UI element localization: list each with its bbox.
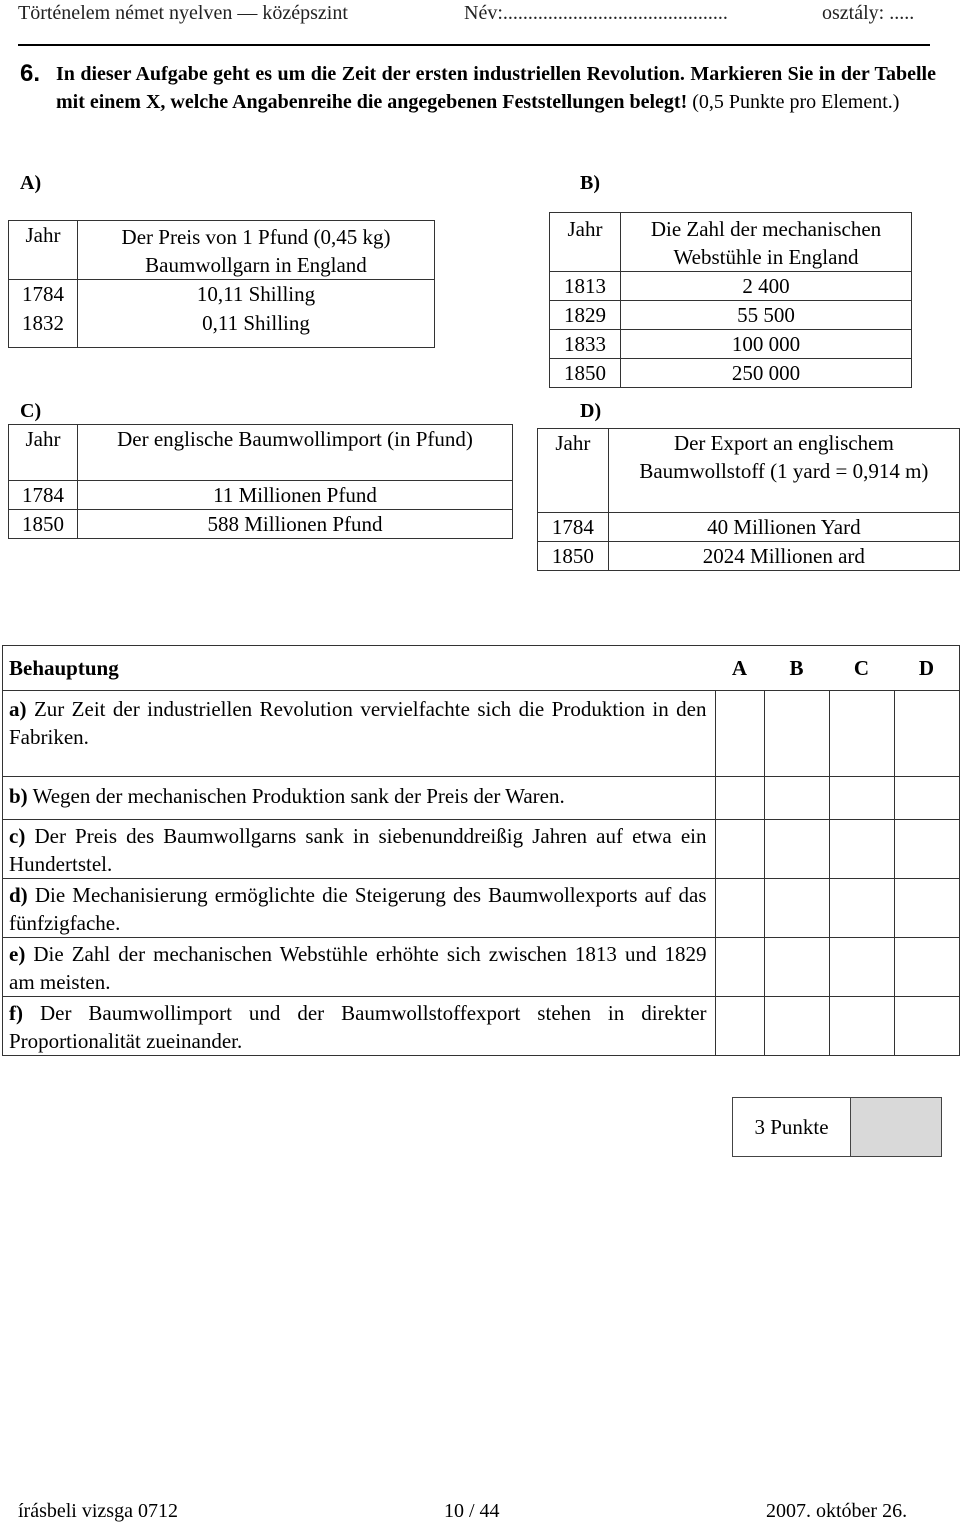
table-c-header-value: Der englische Baumwollimport (in Pfund) — [78, 425, 513, 481]
table-a-header-value: Der Preis von 1 Pfund (0,45 kg) Baumwollgarn in England — [78, 221, 435, 280]
task-bold-text: In dieser Aufgabe geht es um die Zeit der ersten industriellen Revolution. Markieren Sie in der Tabelle mit einem X, welche Angabenreihe die angegebenen Feststellungen belegt! — [56, 63, 936, 113]
statement-row — [3, 691, 960, 777]
footer-page-number: 10 / 44 — [444, 1500, 500, 1522]
answer-cell-c[interactable] — [829, 820, 894, 879]
header-name-field: Név:............................................. — [464, 2, 728, 24]
table-b-label: B) — [580, 172, 600, 194]
task-number: 6. — [20, 60, 41, 87]
table-b-header-value: Die Zahl der mechanischen Webstühle in England — [621, 213, 912, 272]
statement-row — [3, 938, 960, 997]
answer-cell-b[interactable] — [764, 879, 829, 938]
answer-cell-a[interactable] — [715, 777, 764, 820]
answer-cell-d[interactable] — [894, 879, 960, 938]
statement-header-d: D — [894, 646, 960, 691]
answer-cell-d[interactable] — [894, 691, 960, 777]
table-d-row-year: 1784 — [538, 513, 609, 542]
table-b-row-value: 2 400 — [621, 272, 912, 301]
header-rule — [18, 44, 930, 46]
statement-table — [2, 645, 960, 1056]
answer-cell-b[interactable] — [764, 997, 829, 1056]
statement-text: a) Zur Zeit der industriellen Revolution vervielfachte sich die Produktion in den Fabriken. — [3, 691, 716, 777]
table-b-row-year: 1813 — [550, 272, 621, 301]
statement-text: d) Die Mechanisierung ermöglichte die Steigerung des Baumwollexports auf das fünfzigfache. — [3, 879, 716, 938]
table-c — [8, 424, 513, 539]
statement-text: c) Der Preis des Baumwollgarns sank in siebenunddreißig Jahren auf etwa ein Hundertstel. — [3, 820, 716, 879]
table-d-row-value: 2024 Millionen ard — [608, 542, 959, 571]
footer-exam: írásbeli vizsga 0712 — [18, 1500, 178, 1522]
statement-row — [3, 879, 960, 938]
table-b-header-year: Jahr — [550, 213, 621, 272]
statement-header-c: C — [829, 646, 894, 691]
statement-text: e) Die Zahl der mechanischen Webstühle erhöhte sich zwischen 1813 und 1829 am meisten. — [3, 938, 716, 997]
statement-row — [3, 777, 960, 820]
statement-header-b: B — [764, 646, 829, 691]
answer-cell-b[interactable] — [764, 938, 829, 997]
statement-text: f) Der Baumwollimport und der Baumwollstoffexport stehen in direkter Proportionalität zueinander. — [3, 997, 716, 1056]
header-subject: Történelem német nyelven — középszint — [18, 2, 348, 24]
table-d-label: D) — [580, 400, 602, 422]
table-c-row-year: 1850 — [9, 510, 78, 539]
table-d-header-year: Jahr — [538, 429, 609, 513]
table-a-header-year: Jahr — [9, 221, 78, 280]
answer-cell-a[interactable] — [715, 997, 764, 1056]
table-a-row-year: 1784 — [9, 280, 78, 309]
table-b-row-year: 1850 — [550, 359, 621, 388]
answer-cell-c[interactable] — [829, 691, 894, 777]
statement-header-title: Behauptung — [3, 646, 716, 691]
score-entry-box[interactable] — [851, 1098, 942, 1157]
table-a-row-year: 1832 — [9, 309, 78, 348]
answer-cell-d[interactable] — [894, 997, 960, 1056]
table-a-label: A) — [20, 172, 42, 194]
table-a-row-value: 0,11 Shilling — [78, 309, 435, 348]
table-c-row-value: 11 Millionen Pfund — [78, 481, 513, 510]
table-a-row-value: 10,11 Shilling — [78, 280, 435, 309]
table-b-row-year: 1829 — [550, 301, 621, 330]
answer-cell-a[interactable] — [715, 938, 764, 997]
table-b-row-value: 250 000 — [621, 359, 912, 388]
task-points-note: (0,5 Punkte pro Element.) — [687, 91, 900, 113]
table-b — [549, 212, 912, 388]
statement-row — [3, 820, 960, 879]
task-text — [56, 60, 936, 116]
score-label: 3 Punkte — [733, 1098, 851, 1157]
table-c-label: C) — [20, 400, 42, 422]
page-footer — [18, 1500, 933, 1528]
statement-text: b) Wegen der mechanischen Produktion sank der Preis der Waren. — [3, 777, 716, 820]
table-b-row-year: 1833 — [550, 330, 621, 359]
table-a — [8, 220, 435, 348]
table-b-row-value: 100 000 — [621, 330, 912, 359]
answer-cell-a[interactable] — [715, 879, 764, 938]
table-c-header-year: Jahr — [9, 425, 78, 481]
page-header — [18, 2, 933, 32]
header-class-field: osztály: ..... — [822, 2, 915, 24]
score-box — [732, 1097, 942, 1157]
statement-header-a: A — [715, 646, 764, 691]
table-d-row-year: 1850 — [538, 542, 609, 571]
answer-cell-c[interactable] — [829, 777, 894, 820]
answer-cell-a[interactable] — [715, 820, 764, 879]
answer-cell-c[interactable] — [829, 938, 894, 997]
answer-cell-b[interactable] — [764, 691, 829, 777]
answer-cell-d[interactable] — [894, 820, 960, 879]
table-c-row-value: 588 Millionen Pfund — [78, 510, 513, 539]
answer-cell-c[interactable] — [829, 997, 894, 1056]
table-b-row-value: 55 500 — [621, 301, 912, 330]
table-d-header-value: Der Export an englischem Baumwollstoff (1 yard = 0,914 m) — [608, 429, 959, 513]
answer-cell-c[interactable] — [829, 879, 894, 938]
table-c-row-year: 1784 — [9, 481, 78, 510]
answer-cell-d[interactable] — [894, 777, 960, 820]
table-d-row-value: 40 Millionen Yard — [608, 513, 959, 542]
statement-row — [3, 997, 960, 1056]
answer-cell-b[interactable] — [764, 820, 829, 879]
answer-cell-d[interactable] — [894, 938, 960, 997]
table-d — [537, 428, 960, 571]
answer-cell-b[interactable] — [764, 777, 829, 820]
footer-date: 2007. október 26. — [766, 1500, 908, 1522]
answer-cell-a[interactable] — [715, 691, 764, 777]
